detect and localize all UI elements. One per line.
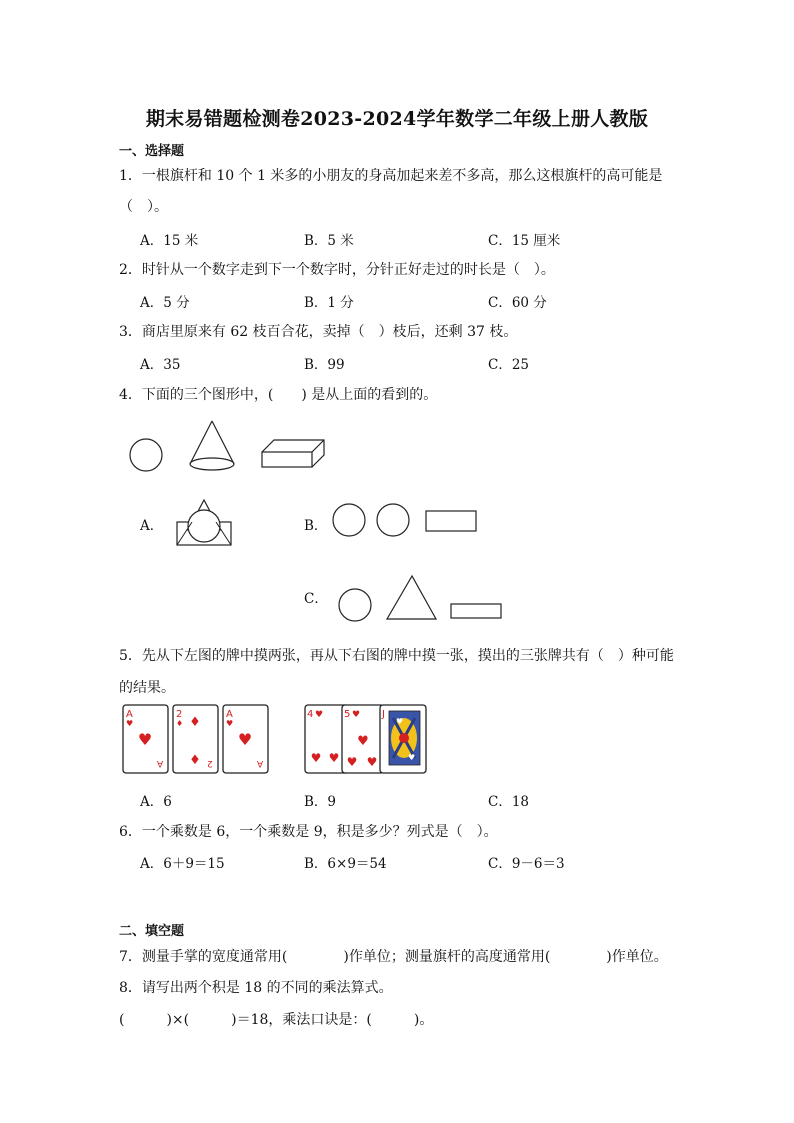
question-3-text: 3．商店里原来有 62 枝百合花，卖掉（ ）枝后，还剩 37 枝。	[119, 324, 518, 340]
q6-option-a[interactable]: A．6＋9＝15	[140, 856, 225, 872]
q4-option-b-figure	[330, 502, 480, 542]
svg-text:5: 5	[344, 709, 351, 720]
q1-option-b[interactable]: B．5 米	[304, 233, 354, 249]
q4-option-a-figure	[176, 498, 236, 548]
cone-shape	[190, 421, 234, 470]
q6-option-b[interactable]: B．6×9＝54	[304, 856, 387, 872]
q4-solids-figure	[120, 415, 340, 475]
svg-text:♥: ♥	[346, 755, 358, 769]
svg-text:♥: ♥	[315, 710, 324, 720]
q1-option-a[interactable]: A．15 米	[140, 233, 199, 249]
q3-option-c[interactable]: C．25	[488, 357, 530, 373]
section-heading-choice: 一、选择题	[119, 144, 185, 159]
q5-option-b[interactable]: B．9	[304, 794, 337, 810]
svg-text:♥: ♥	[226, 719, 234, 728]
svg-text:A: A	[226, 709, 233, 720]
question-6-text: 6．一个乘数是 6，一个乘数是 9，积是多少？列式是（ ）。	[119, 824, 498, 840]
sphere-shape	[130, 439, 162, 471]
question-8-text: 8．请写出两个积是 18 的不同的乘法算式。	[119, 980, 393, 996]
question-1-text-cont: （ ）。	[119, 199, 168, 215]
card-a-hearts-2	[223, 705, 268, 773]
svg-text:♦: ♦	[176, 719, 184, 728]
q1-option-c[interactable]: C．15 厘米	[488, 233, 561, 249]
svg-text:♥: ♥	[126, 719, 134, 728]
svg-text:4: 4	[307, 709, 314, 720]
svg-text:2: 2	[176, 709, 183, 720]
svg-text:A: A	[257, 758, 264, 768]
card-5-hearts	[342, 705, 384, 773]
q5-option-c[interactable]: C．18	[488, 794, 530, 810]
svg-text:2: 2	[207, 758, 213, 768]
svg-text:♥: ♥	[357, 734, 369, 749]
svg-text:♦: ♦	[189, 715, 201, 730]
svg-text:♥: ♥	[366, 755, 378, 769]
q2-option-c[interactable]: C．60 分	[488, 295, 547, 311]
q4-option-a[interactable]: A．	[140, 518, 164, 534]
question-5-text-cont: 的结果。	[119, 680, 175, 696]
question-2-text: 2．时针从一个数字走到下一个数字时，分针正好走过的时长是（ ）。	[119, 262, 555, 278]
svg-text:♥: ♥	[352, 710, 361, 720]
q2-option-a[interactable]: A．5 分	[140, 295, 190, 311]
svg-text:A: A	[157, 758, 164, 768]
section-heading-fill: 二、填空题	[119, 924, 185, 939]
question-4-text: 4．下面的三个图形中，( ) 是从上面的看到的。	[119, 387, 438, 403]
q3-option-b[interactable]: B．99	[304, 357, 345, 373]
q2-option-b[interactable]: B．1 分	[304, 295, 354, 311]
svg-text:♥: ♥	[137, 730, 153, 749]
card-j-hearts	[380, 705, 426, 773]
question-5-text: 5．先从下左图的牌中摸两张，再从下右图的牌中摸一张，摸出的三张牌共有（ ）种可能	[119, 648, 674, 664]
svg-text:♥: ♥	[396, 717, 404, 726]
q3-option-a[interactable]: A．35	[140, 357, 181, 373]
svg-text:♥: ♥	[310, 751, 322, 765]
svg-text:♦: ♦	[189, 753, 201, 768]
q4-option-c[interactable]: C．	[304, 591, 328, 607]
svg-text:♥: ♥	[408, 753, 416, 762]
svg-text:J: J	[382, 709, 385, 720]
q4-option-c-figure	[336, 574, 506, 624]
question-7-text: 7．测量手掌的宽度通常用( )作单位；测量旗杆的高度通常用( )作单位。	[119, 949, 668, 965]
q4-option-b[interactable]: B．	[304, 518, 328, 534]
card-2-diamonds	[173, 705, 218, 773]
question-8-answer-line[interactable]: ( )×( )＝18，乘法口诀是：( )。	[119, 1012, 434, 1028]
right-cards-figure	[304, 704, 429, 776]
card-a-hearts-1	[123, 705, 168, 773]
question-1-text: 1．一根旗杆和 10 个 1 米多的小朋友的身高加起来差不多高，那么这根旗杆的高可能是	[119, 168, 663, 184]
svg-text:♥: ♥	[237, 730, 253, 749]
cuboid-shape	[262, 440, 324, 467]
page-title: 期末易错题检测卷2023-2024学年数学二年级上册人教版	[145, 108, 649, 130]
svg-text:♥: ♥	[328, 751, 340, 765]
q6-option-c[interactable]: C．9－6＝3	[488, 856, 565, 872]
svg-text:A: A	[126, 709, 133, 720]
q5-option-a[interactable]: A．6	[140, 794, 172, 810]
left-cards-figure	[122, 704, 272, 776]
